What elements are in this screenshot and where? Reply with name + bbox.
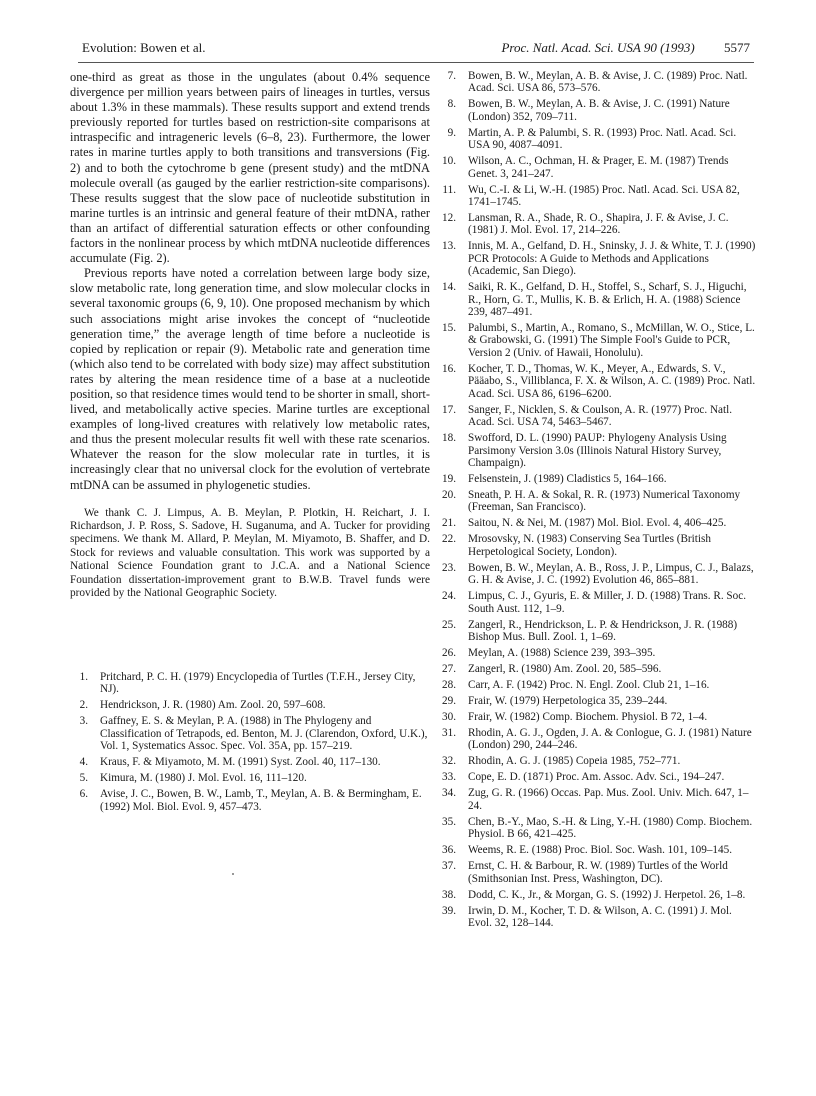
- reference-item: [438, 816, 758, 841]
- reference-number: 36.: [442, 844, 456, 857]
- acknowledgments: We thank C. J. Limpus, A. B. Meylan, P. Plotkin, H. Reichart, J. I. Richardson, J. P. Ross, S. Sadove, H. Suganuma, and A. Tucker for providing specimens. We thank M. Allard, P. Meylan, M. Miyamoto, B. Shaffer, and D. Stock for reviews and valuable consultation. This work was supported by a National Science Foundation grant to J.C.A. and a National Science Foundation dissertation-improvement grant to B.W.B. Travel funds were provided by the National Geographic Society.: [70, 506, 430, 600]
- reference-number: 17.: [442, 403, 456, 416]
- reference-number: 18.: [442, 432, 456, 445]
- reference-text: Mrosovsky, N. (1983) Conserving Sea Turtles (British Herpetological Society, London).: [468, 533, 711, 558]
- reference-text: Kraus, F. & Miyamoto, M. M. (1991) Syst. Zool. 40, 117–130.: [100, 756, 381, 769]
- reference-text: Bowen, B. W., Meylan, A. B., Ross, J. P., Limpus, C. J., Balazs, G. H. & Avise, J. C. (1992) Evolution 46, 865–881.: [468, 561, 754, 587]
- reference-number: 6.: [79, 788, 88, 801]
- reference-text: Wu, C.-I. & Li, W.-H. (1985) Proc. Natl. Acad. Sci. USA 82, 1741–1745.: [468, 183, 740, 209]
- reference-text: Swofford, D. L. (1990) PAUP: Phylogeny Analysis Using Parsimony Version 3.0s (Illinois Natural History Survey, Champaign).: [468, 432, 727, 469]
- reference-item: [438, 860, 758, 885]
- reference-number: 33.: [442, 771, 456, 784]
- reference-item: [438, 771, 758, 783]
- reference-item: [438, 489, 758, 514]
- reference-item: [70, 671, 432, 696]
- reference-item: [438, 905, 758, 930]
- reference-item: [438, 322, 758, 359]
- reference-item: [438, 281, 758, 318]
- reference-number: 22.: [442, 533, 456, 546]
- reference-text: Avise, J. C., Bowen, B. W., Lamb, T., Meylan, A. B. & Bermingham, E. (1992) Mol. Biol. Evol. 9, 457–473.: [100, 788, 422, 813]
- reference-number: 15.: [442, 322, 456, 335]
- reference-item: [438, 98, 758, 123]
- reference-item: [438, 619, 758, 644]
- reference-text: Dodd, C. K., Jr., & Morgan, G. S. (1992) J. Herpetol. 26, 1–8.: [468, 888, 746, 901]
- reference-number: 1.: [79, 671, 88, 683]
- page-number: 5577: [724, 40, 750, 55]
- reference-text: Pritchard, P. C. H. (1979) Encyclopedia of Turtles (T.F.H., Jersey City, NJ).: [100, 671, 416, 696]
- reference-number: 19.: [442, 472, 456, 485]
- reference-text: Kocher, T. D., Thomas, W. K., Meyer, A., Edwards, S. V., Pääabo, S., Villiblanca, F. X. & Wilson, A. C. (1989) Proc. Natl. Acad. Sci. USA 86, 6196–6200.: [468, 362, 756, 400]
- reference-text: Innis, M. A., Gelfand, D. H., Sninsky, J. J. & White, T. J. (1990) PCR Protocols: A Guide to Methods and Applications (Academic, San Diego).: [468, 240, 756, 278]
- reference-item: [70, 715, 432, 752]
- reference-item: [438, 432, 758, 469]
- journal-citation: Proc. Natl. Acad. Sci. USA 90 (1993): [501, 40, 695, 55]
- reference-number: 7.: [447, 70, 456, 82]
- reference-text: Ernst, C. H. & Barbour, R. W. (1989) Turtles of the World (Smithsonian Inst. Press, Washington, DC).: [468, 860, 728, 885]
- reference-number: 39.: [442, 904, 456, 917]
- reference-item: [70, 699, 432, 711]
- reference-number: 13.: [442, 240, 456, 253]
- reference-number: 10.: [442, 155, 456, 168]
- reference-text: Zug, G. R. (1966) Occas. Pap. Mus. Zool. Univ. Mich. 647, 1–24.: [468, 787, 749, 812]
- reference-item: [438, 590, 758, 615]
- reference-item: [438, 212, 758, 237]
- reference-item: [438, 562, 758, 587]
- reference-number: 25.: [442, 618, 456, 631]
- reference-text: Rhodin, A. G. J., Ogden, J. A. & Conlogue, G. J. (1981) Nature (London) 290, 244–246.: [468, 726, 752, 752]
- reference-item: [438, 663, 758, 675]
- reference-item: [438, 647, 758, 659]
- reference-text: Chen, B.-Y., Mao, S.-H. & Ling, Y.-H. (1980) Comp. Biochem. Physiol. B 66, 421–425.: [468, 815, 753, 841]
- reference-item: [438, 695, 758, 707]
- reference-item: [438, 363, 758, 400]
- reference-text: Sanger, F., Nicklen, S. & Coulson, A. R. (1977) Proc. Natl. Acad. Sci. USA 74, 5463–5467.: [468, 403, 733, 429]
- reference-text: Bowen, B. W., Meylan, A. B. & Avise, J. C. (1989) Proc. Natl. Acad. Sci. USA 86, 573–576.: [468, 70, 748, 95]
- reference-item: [438, 155, 758, 180]
- reference-text: Weems, R. E. (1988) Proc. Biol. Soc. Wash. 101, 109–145.: [468, 844, 732, 857]
- references-list-left: [70, 671, 432, 817]
- discussion-paragraph-1: one-third as great as those in the ungulates (about 0.4% sequence divergence per million years between pairs of lineages in turtles, versus about 1.3% in these mammals). These results support and extend trends previously reported for turtles based on restriction-site comparisons at intraspecific and intrageneric levels (6–8, 23). Furthermore, the lower rates in marine turtles apply to both transitions and transversions (Fig. 2) and to both the cytochrome b gene (present study) and the mtDNA molecule overall (as gauged by the earlier restriction-site comparisons). These results suggest that the slow pace of nucleotide substitution in marine turtles is an intrinsic and general feature of their mtDNA, rather than an artifact of differential saturation effects or other confounding factors in the nonlinear process by which mtDNA nucleotide differences accumulate (Fig. 2).: [70, 70, 430, 266]
- reference-item: [438, 184, 758, 209]
- running-head: [82, 40, 750, 60]
- reference-text: Cope, E. D. (1871) Proc. Am. Assoc. Adv. Sci., 194–247.: [468, 771, 725, 784]
- reference-number: 12.: [442, 212, 456, 225]
- reference-text: Hendrickson, J. R. (1980) Am. Zool. 20, 597–608.: [100, 699, 326, 712]
- reference-number: 4.: [79, 756, 88, 769]
- reference-text: Frair, W. (1982) Comp. Biochem. Physiol. B 72, 1–4.: [468, 710, 708, 723]
- references-list-right: [438, 70, 758, 933]
- reference-item: [438, 755, 758, 767]
- reference-text: Sneath, P. H. A. & Sokal, R. R. (1973) Numerical Taxonomy (Freeman, San Francisco).: [468, 488, 741, 514]
- reference-number: 28.: [442, 678, 456, 691]
- reference-number: 38.: [442, 888, 456, 901]
- running-head-section: Evolution: Bowen et al.: [82, 40, 206, 55]
- reference-text: Felsenstein, J. (1989) Cladistics 5, 164–166.: [468, 472, 667, 485]
- reference-item: [438, 787, 758, 812]
- reference-item: [438, 711, 758, 723]
- page-speck: [232, 873, 234, 875]
- reference-item: [438, 889, 758, 901]
- reference-number: 35.: [442, 815, 456, 828]
- reference-text: Martin, A. P. & Palumbi, S. R. (1993) Proc. Natl. Acad. Sci. USA 90, 4087–4091.: [468, 126, 737, 152]
- reference-item: [438, 70, 758, 95]
- reference-text: Zangerl, R. (1980) Am. Zool. 20, 585–596.: [468, 662, 662, 675]
- reference-text: Rhodin, A. G. J. (1985) Copeia 1985, 752–771.: [468, 755, 681, 768]
- reference-number: 20.: [442, 488, 456, 501]
- reference-number: 34.: [442, 787, 456, 800]
- reference-item: [70, 788, 432, 813]
- reference-text: Meylan, A. (1988) Science 239, 393–395.: [468, 646, 656, 659]
- reference-number: 9.: [447, 126, 456, 139]
- reference-number: 29.: [442, 694, 456, 707]
- reference-number: 14.: [442, 281, 456, 294]
- header-rule: [78, 62, 754, 63]
- reference-text: Limpus, C. J., Gyuris, E. & Miller, J. D. (1988) Trans. R. Soc. South Aust. 112, 1–9.: [468, 590, 747, 615]
- reference-number: 16.: [442, 362, 456, 375]
- body-text-column: [70, 70, 430, 600]
- reference-text: Wilson, A. C., Ochman, H. & Prager, E. M. (1987) Trends Genet. 3, 241–247.: [468, 155, 729, 180]
- reference-text: Bowen, B. W., Meylan, A. B. & Avise, J. C. (1991) Nature (London) 352, 709–711.: [468, 98, 730, 123]
- reference-text: Frair, W. (1979) Herpetologica 35, 239–244.: [468, 694, 668, 707]
- reference-text: Carr, A. F. (1942) Proc. N. Engl. Zool. Club 21, 1–16.: [468, 678, 710, 691]
- reference-number: 8.: [447, 98, 456, 111]
- reference-text: Zangerl, R., Hendrickson, L. P. & Hendrickson, J. R. (1988) Bishop Mus. Bull. Zool. 1, 1–69.: [468, 618, 738, 643]
- reference-number: 21.: [442, 517, 456, 530]
- reference-item: [438, 533, 758, 558]
- reference-number: 27.: [442, 662, 456, 675]
- reference-number: 31.: [442, 726, 456, 739]
- reference-text: Palumbi, S., Martin, A., Romano, S., McMillan, W. O., Stice, L. & Grabowski, G. (1991) The Simple Fool's Guide to PCR, Version 2 (Univ. of Hawaii, Honolulu).: [468, 322, 755, 359]
- reference-number: 37.: [442, 860, 456, 873]
- reference-number: 30.: [442, 710, 456, 723]
- reference-number: 26.: [442, 646, 456, 659]
- discussion-paragraph-2: Previous reports have noted a correlation between large body size, slow metabolic rate, long generation time, and slow molecular clocks in several taxonomic groups (6, 9, 10). One proposed mechanism by which such associations might arise invokes the concept of “nucleotide generation time,” the average length of time before a nucleotide is copied by replication or repair (9). Metabolic rate and generation time (which also tend to be correlated with body size) may affect substitution rates by altering the mean residence time of a base at a nucleotide position, so that residence times would tend to be shorter in small, short-lived, and metabolically active species. Marine turtles are exceptional examples of long-lived creatures with relatively low metabolic rates, and thus the present molecular results fit well with these rate scenarios. Whatever the reason for the slow molecular rate in turtles, it is increasingly clear that no universal clock for the evolution of vertebrate mtDNA can be assumed in phylogenetic studies.: [70, 266, 430, 492]
- reference-number: 5.: [79, 772, 88, 785]
- reference-item: [438, 240, 758, 277]
- reference-item: [70, 772, 432, 784]
- reference-number: 2.: [79, 699, 88, 712]
- reference-item: [438, 404, 758, 429]
- reference-text: Saitou, N. & Nei, M. (1987) Mol. Biol. Evol. 4, 406–425.: [468, 517, 727, 530]
- reference-text: Gaffney, E. S. & Meylan, P. A. (1988) in The Phylogeny and Classification of Tetrapods, ed. Benton, M. J. (Clarendon, Oxford, U.K.), Vol. 1, Systematics Assoc. Spec. Vol. 35A, pp. 157–219.: [100, 715, 428, 753]
- reference-text: Lansman, R. A., Shade, R. O., Shapira, J. F. & Avise, J. C. (1981) J. Mol. Evol. 17, 214–226.: [468, 212, 729, 237]
- reference-number: 3.: [79, 715, 88, 728]
- reference-item: [438, 517, 758, 529]
- reference-item: [438, 727, 758, 752]
- reference-text: Saiki, R. K., Gelfand, D. H., Stoffel, S., Scharf, S. J., Higuchi, R., Horn, G. T., Mullis, K. B. & Erlich, H. A. (1988) Science 239, 487–491.: [468, 281, 747, 319]
- reference-item: [438, 127, 758, 152]
- reference-item: [438, 844, 758, 856]
- reference-number: 24.: [442, 590, 456, 603]
- reference-text: Irwin, D. M., Kocher, T. D. & Wilson, A. C. (1991) J. Mol. Evol. 32, 128–144.: [468, 904, 732, 929]
- reference-number: 11.: [442, 183, 456, 196]
- reference-item: [70, 756, 432, 768]
- reference-item: [438, 679, 758, 691]
- reference-text: Kimura, M. (1980) J. Mol. Evol. 16, 111–120.: [100, 772, 307, 785]
- reference-number: 23.: [442, 561, 456, 574]
- reference-number: 32.: [442, 755, 456, 768]
- running-head-journal-info: [501, 40, 750, 56]
- reference-item: [438, 473, 758, 485]
